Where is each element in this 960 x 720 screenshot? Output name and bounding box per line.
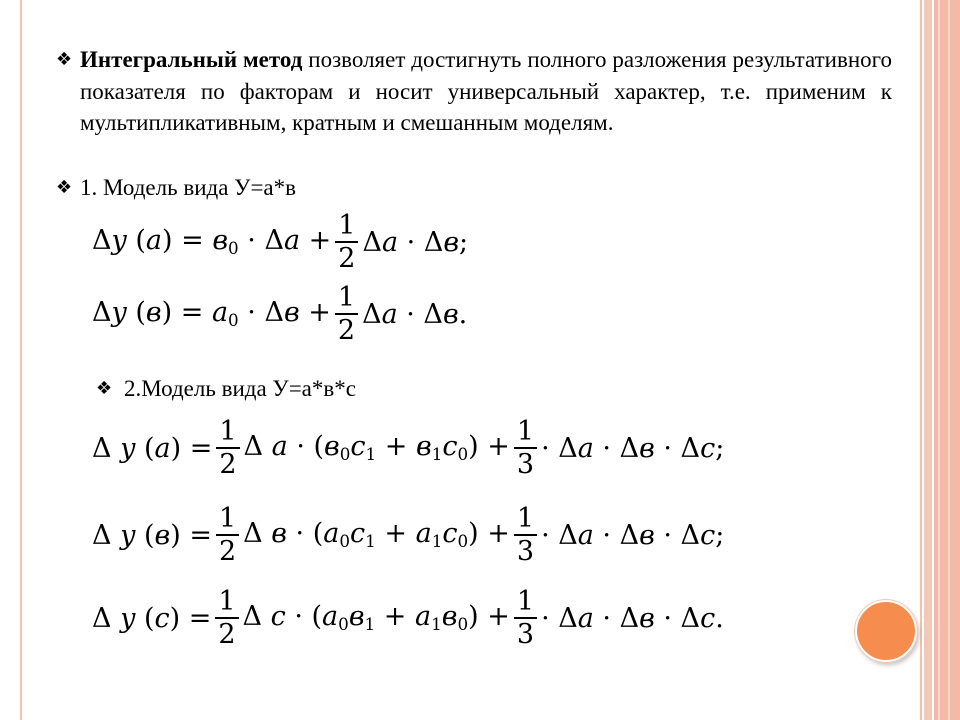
formula-model2-a: Δ y (a) = $\frac{1}{2}$ Δ $a \cdot (в_0c_1 + в_1c_0)$ + $\frac{1}{3}$ · Δa · Δв · Δc;: [92, 416, 725, 480]
model-2-heading: 2.Модель вида У=а*в*с: [124, 376, 356, 401]
frame-line-left: [20, 0, 22, 720]
formula-model1-b: Δy $(в) = a_0 \cdot \Delta в$ + $\frac{1}{2}$ Δa · Δв.: [92, 282, 468, 346]
diamond-bullet-icon: ❖: [56, 177, 73, 198]
decor-stripe: [948, 0, 950, 720]
decor-stripe: [924, 0, 932, 720]
term-integral-method: Интегральный метод: [80, 47, 303, 72]
paragraph-integral-method: [80, 44, 892, 139]
bullet-integral-method: [56, 44, 904, 139]
formula-model1-a: Δy $(a) = в_0 \cdot \Delta a$ + $\frac{1}{2}$ Δa · Δв;: [92, 210, 469, 274]
decor-orange-circle: [855, 600, 917, 662]
diamond-bullet-icon: ❖: [96, 378, 113, 399]
paragraph-text: позволяет достигнуть полного разложения результативного показателя по факторам и носит универсальный характер, т.е. применим к мультипликативным, кратным и смешанным моделям.: [80, 47, 892, 135]
bullet-model-1: [56, 172, 296, 204]
frame-line-right: [920, 0, 922, 720]
diamond-bullet-icon: ❖: [56, 49, 73, 70]
model-1-heading: 1. Модель вида У=а*в: [80, 175, 296, 200]
bullet-model-2: [96, 373, 356, 405]
formula-model2-c: Δ y (c) = $\frac{1}{2}$ Δ $c \cdot (a_0в_1 + a_1в_0)$ + $\frac{1}{3}$ · Δa · Δв · Δc.: [92, 586, 724, 650]
formula-model2-b: Δ y (в) = $\frac{1}{2}$ Δ $в \cdot (a_0c_1 + a_1c_0)$ + $\frac{1}{3}$ · Δa · Δв · Δc;: [92, 503, 725, 567]
decor-stripe: [938, 0, 940, 720]
